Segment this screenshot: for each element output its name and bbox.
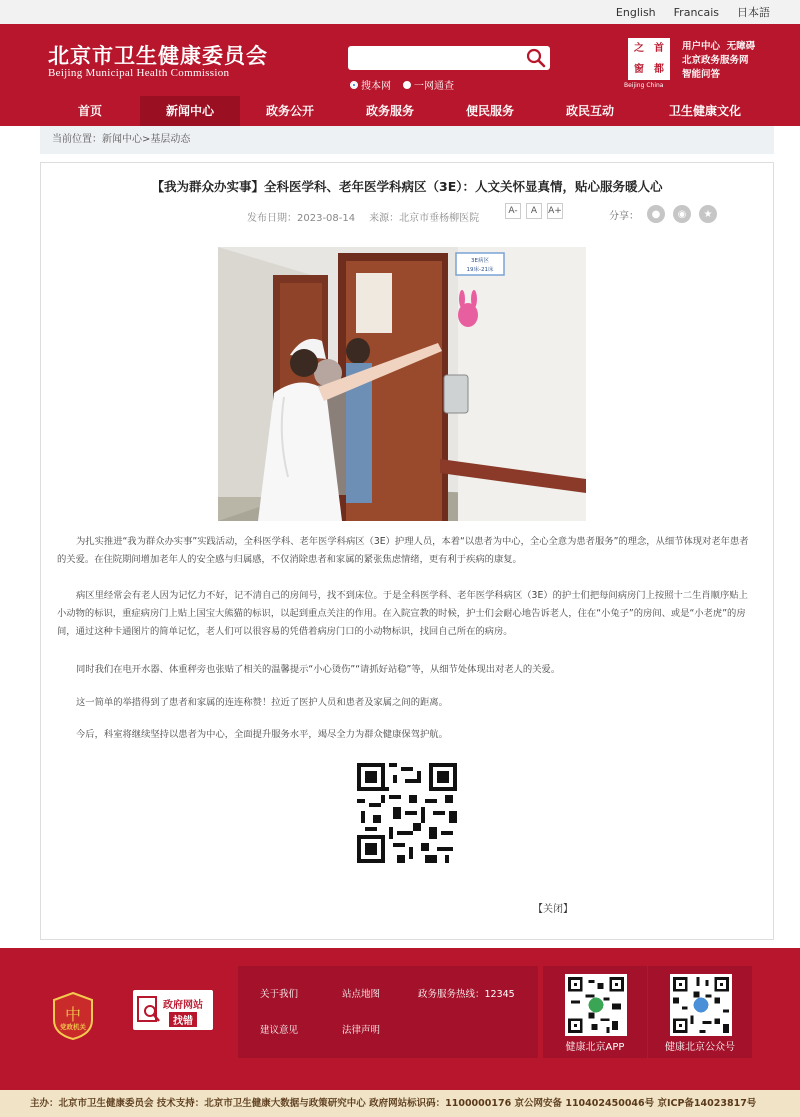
breadcrumb: 当前位置：新闻中心>基层动态 [40,126,774,154]
magnifier-icon [137,996,161,1024]
weibo-share-icon[interactable]: ◉ [673,205,691,223]
article-source: 来源：北京市垂杨柳医院 [369,213,480,224]
font-decrease-button[interactable]: A- [505,203,521,219]
site-title-cn[interactable]: 北京市卫生健康委员会 [48,43,268,68]
legal-notice-link[interactable]: 法律声明 [342,1025,381,1036]
lang-french-link[interactable]: Francais [673,5,719,19]
article-photo [218,247,586,521]
health-beijing-wechat[interactable] [648,966,752,1058]
search-scope [350,77,454,92]
language-bar [0,0,800,24]
suggestions-link[interactable]: 建议意见 [260,1025,299,1036]
capital-logo-subtitle: Beijing China [624,82,664,89]
footer-copyright: 主办：北京市卫生健康委员会 技术支持：北京市卫生健康大数据与政策研究中心 政府网站标识码：1100000176 京公网安备 11040245004​6号 京ICP备14023817号 [0,1090,800,1117]
font-normal-button[interactable]: A [526,203,542,219]
article-meta [247,209,479,224]
lang-english-link[interactable]: English [615,5,656,19]
quick-links [682,40,755,82]
breadcrumb-news-center[interactable]: 新闻中心 [102,134,142,145]
article-paragraph-1: 为扎实推进“我为群众办实事”实践活动，全科医学科、老年医学科病区（3E）护理人员，本着“以患者为中心，全心全意为患者服务”的理念，从细节体现对老年患者的关爱。在住院期间增加老年人的安全感与归属感，不仅消除患者和家属的紧张焦虑情绪，更有利于疾病的康复。 [57,536,749,565]
radio-unchecked-icon [403,81,411,89]
footer-links [238,966,538,1058]
article-paragraph-5: 今后，科室将继续坚持以患者为中心，全面提升服务水平，竭尽全力为群众健康保驾护航。 [76,729,448,740]
article-paragraph-2: 病区里经常会有老人因为记忆力不好，记不清自己的房间号，找不到床位。于是全科医学科、老年医学科病区（3E）的护士们把每间病房门上按照十二生肖顺序贴上小动物的标识，重症病房门上贴上国宝大熊猫的标识，以起到重点关注的作用。在入院宣教的时候，护士们会耐心地告诉老人，住在“小兔子”的房间、或是“小老虎”的房间，通过这种卡通图片的简单记忆，老人们可以很容易的凭借着病房门口的小动物标识，找回自己所在的病房。 [57,590,748,637]
site-title-en[interactable]: Beijing Municipal Health Commission [48,67,230,79]
about-us-link[interactable]: 关于我们 [260,989,299,1000]
app-qr-code [565,974,627,1036]
nav-news-center[interactable]: 新闻中心 [140,96,240,126]
nav-public-services[interactable]: 便民服务 [465,104,514,118]
share-bar [609,205,717,223]
font-size-controls [505,203,563,219]
wechat-qr-code [670,974,732,1036]
beijing-gov-service-link[interactable]: 北京政务服务网 [682,55,749,66]
close-link[interactable]: 【关闭】 [533,904,573,915]
party-gov-badge-label: 党政机关 [60,1023,86,1031]
breadcrumb-grassroots[interactable]: 基层动态 [150,134,191,145]
party-gov-badge-icon[interactable] [52,992,94,1040]
wechat-label: 健康北京公众号 [665,1042,735,1053]
nav-gov-services[interactable]: 政务服务 [365,104,414,118]
nav-gov-affairs-open[interactable]: 政务公开 [265,104,314,118]
search-icon[interactable] [526,48,546,68]
wechat-share-icon[interactable]: ● [647,205,665,223]
capital-window-logo[interactable]: 之 首 窗 都 [628,38,670,80]
article-paragraph-4: 这一简单的举措得到了患者和家属的连连称赞！拉近了医护人员和患者及家属之间的距离。 [76,697,448,708]
font-increase-button[interactable]: A+ [547,203,563,219]
article-title: 【我为群众办实事】全科医学科、老年医学科病区（3E）：人文关怀显真情，贴心服务暖人心 [151,179,663,194]
search-scope-site-radio[interactable]: 搜本网 [350,77,391,92]
nav-home[interactable]: 首页 [77,104,102,118]
main-nav [0,96,800,126]
lang-japanese-link[interactable]: 日本語 [737,6,770,19]
article-paragraph-3: 同时我们在电开水器、体重秤旁也张贴了相关的温馨提示“小心烫伤”“请抓好站稳”等，从细节处体现出对老人的关爱。 [76,664,561,675]
svg-text:中: 中 [64,1005,82,1024]
smart-qa-link[interactable]: 智能问答 [682,69,721,80]
radio-checked-icon [350,81,358,89]
app-label: 健康北京APP [565,1042,625,1053]
share-label: 分享： [609,210,639,222]
publish-date: 发布日期：2023-08-14 [247,213,356,224]
site-header [0,24,800,96]
favorite-star-icon[interactable]: ★ [699,205,717,223]
search-input[interactable] [348,46,550,70]
search-scope-all-radio[interactable]: 一网通查 [403,77,454,92]
service-hotline: 政务服务热线：12345 [418,989,515,1000]
user-center-link[interactable]: 用户中心 [682,41,721,52]
article-qr-code [357,763,457,863]
nav-interaction[interactable]: 政民互动 [565,104,614,118]
svg-text:19床-21床: 19床-21床 [466,267,494,273]
svg-text:3E病区: 3E病区 [471,258,489,264]
nav-health-culture[interactable]: 卫生健康文化 [668,104,741,118]
health-beijing-app[interactable] [543,966,647,1058]
accessibility-link[interactable]: 无障碍 [726,41,756,52]
gov-website-error-report-button[interactable]: 政府网站 找错 [133,990,213,1030]
article-container [40,162,774,940]
sitemap-link[interactable]: 站点地图 [342,989,381,1000]
